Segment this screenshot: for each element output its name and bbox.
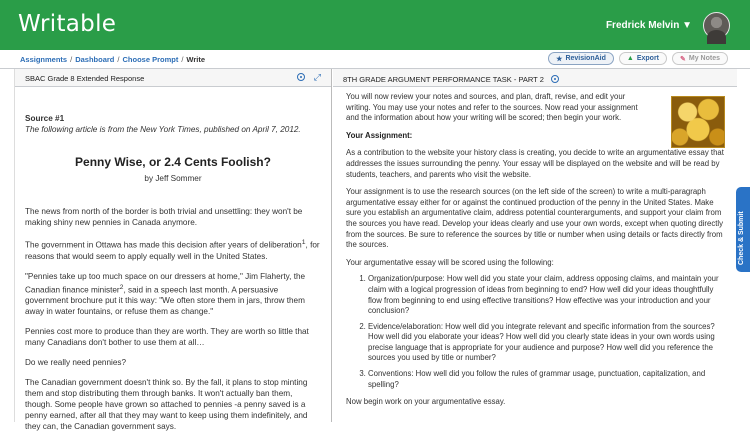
article-paragraph: Do we really need pennies? bbox=[25, 358, 127, 368]
prompt-intro: You will now review your notes and sources, and plan, draft, revise, and edit your writing. You may use your notes and refer to the sources. Now read your assignment and the information about how your writing will be scored; then begin your work. bbox=[346, 92, 638, 123]
coins-image bbox=[671, 96, 725, 148]
closing-instruction: Now begin work on your argumentative essay. bbox=[346, 397, 506, 407]
prompt-panel-title: 8TH GRADE ARGUMENT PERFORMANCE TASK - PART 2 bbox=[343, 75, 544, 84]
source-panel[interactable] bbox=[14, 69, 332, 432]
breadcrumb-write: Write bbox=[186, 55, 206, 64]
export-label: Export bbox=[636, 55, 659, 62]
assignment-paragraph: Your assignment is to use the research sources (on the left side of the screen) to write a multi-paragraph argumentative essay either for or against the continued production of the penny in the United States. Make sure you establish an argumentative claim, address potential counterarguments, and support your claim from the sources you have read. Develop your ideas clearly and use your own words, except when quoting directly from the sources. Be sure to reference the sources by title or number when using details or facts directly from the sources. bbox=[346, 187, 724, 250]
info-circle-icon[interactable] bbox=[297, 73, 305, 81]
expand-icon[interactable]: ⤢ bbox=[313, 72, 321, 82]
prompt-body bbox=[333, 92, 737, 408]
assignment-heading: Your Assignment: bbox=[346, 130, 413, 140]
article-paragraph: The Canadian government doesn't think so. By the fall, it plans to stop minting them and stop distributing them through banks. It won't actually ban them, though. Some people have grown so attached to pennies -a penny saved is a penny earned, after all that they may want to keep using them indefinitely, and they can, the Canadian government says. bbox=[25, 378, 308, 432]
breadcrumb-separator: / bbox=[70, 55, 73, 64]
article-paragraph: The government in Ottawa has made this decision after years of deliberation$^1$, for reasons that would seem to apply equally well in the United States. bbox=[25, 239, 320, 261]
source-article bbox=[15, 113, 331, 432]
source-panel-header bbox=[15, 69, 331, 87]
toolbar bbox=[548, 52, 728, 65]
article-paragraph: "Pennies take up too much space on our dressers at home," Jim Flaherty, the Canadian finance minister$^2$, said in a speech last month. A persuasive government brochure put it this way: "We often store them in jars, throw them away in water fountains, or refuse them as change." bbox=[25, 271, 306, 317]
footnote-link[interactable]: 1 bbox=[301, 239, 306, 246]
scoring-criterion: 2. Evidence/elaboration: How well did you integrate relevant and specific information from the sources? How well did you elaborate your ideas? How well did you clearly state ideas in your own words using precise language that is appropriate for your audience and purpose? How well did you reference the sources you used by title or number? bbox=[368, 322, 725, 364]
google-drive-icon: ▲ bbox=[626, 55, 634, 62]
article-paragraph: Pennies cost more to produce than they are worth. They are worth so little that many Canadians don't bother to use them at all… bbox=[25, 327, 309, 348]
scoring-criterion: 1. Organization/purpose: How well did you state your claim, address opposing claims, and maintain your claim with a logical progression of ideas from beginning to end? How well did your ideas thoughtfully flow from beginning to end using effective transitions? How effective was your introduction and your conclusion? bbox=[368, 274, 725, 316]
my-notes-button[interactable] bbox=[672, 52, 728, 65]
prompt-panel-header bbox=[333, 69, 737, 87]
prompt-panel[interactable] bbox=[333, 69, 737, 422]
check-submit-label: Check & Submit bbox=[738, 211, 745, 265]
avatar[interactable] bbox=[703, 12, 730, 39]
export-button[interactable] bbox=[619, 52, 667, 65]
source-title: Source #1 bbox=[25, 114, 65, 123]
article-title: Penny Wise, or 2.4 Cents Foolish? bbox=[75, 155, 271, 169]
scoring-criteria-list bbox=[346, 274, 725, 390]
top-bar bbox=[0, 0, 750, 50]
scoring-criterion: 3. Conventions: How well did you follow the rules of grammar usage, punctuation, capitalization, and spelling? bbox=[368, 369, 725, 390]
scoring-intro: Your argumentative essay will be scored using the following: bbox=[346, 257, 554, 267]
revisionaid-button[interactable] bbox=[548, 52, 614, 65]
user-menu[interactable]: Fredrick Melvin ▼ bbox=[605, 20, 692, 31]
breadcrumb-separator: / bbox=[117, 55, 120, 64]
breadcrumb-separator: / bbox=[181, 55, 184, 64]
app-logo[interactable]: Writable bbox=[18, 11, 117, 37]
info-circle-icon[interactable] bbox=[551, 75, 559, 83]
breadcrumb-dashboard[interactable]: Dashboard bbox=[75, 55, 115, 64]
check-submit-tab[interactable] bbox=[736, 187, 750, 272]
pencil-icon: ✎ bbox=[680, 55, 686, 63]
assignment-paragraph: As a contribution to the website your history class is creating, you decide to write an argumentative essay that addresses the issues surrounding the penny. Your essay will be displayed on the website and will be read by students, teachers, and parents who visit the website. bbox=[346, 148, 724, 179]
source-panel-title: SBAC Grade 8 Extended Response bbox=[25, 74, 145, 83]
star-icon: ★ bbox=[556, 55, 563, 63]
article-byline: by Jeff Sommer bbox=[144, 174, 202, 183]
my-notes-label: My Notes bbox=[688, 55, 720, 62]
breadcrumb bbox=[20, 55, 205, 64]
breadcrumb-choose-prompt[interactable]: Choose Prompt bbox=[122, 55, 179, 64]
revisionaid-label: RevisionAid bbox=[565, 55, 606, 62]
article-paragraph: The news from north of the border is both trivial and unsettling: they won't be making shiny new pennies in Canada anymore. bbox=[25, 207, 303, 227]
breadcrumb-assignments[interactable]: Assignments bbox=[20, 55, 68, 64]
source-subtitle: The following article is from the New York Times, published on April 7, 2012. bbox=[25, 125, 301, 134]
footnote-link[interactable]: 2 bbox=[119, 283, 124, 291]
